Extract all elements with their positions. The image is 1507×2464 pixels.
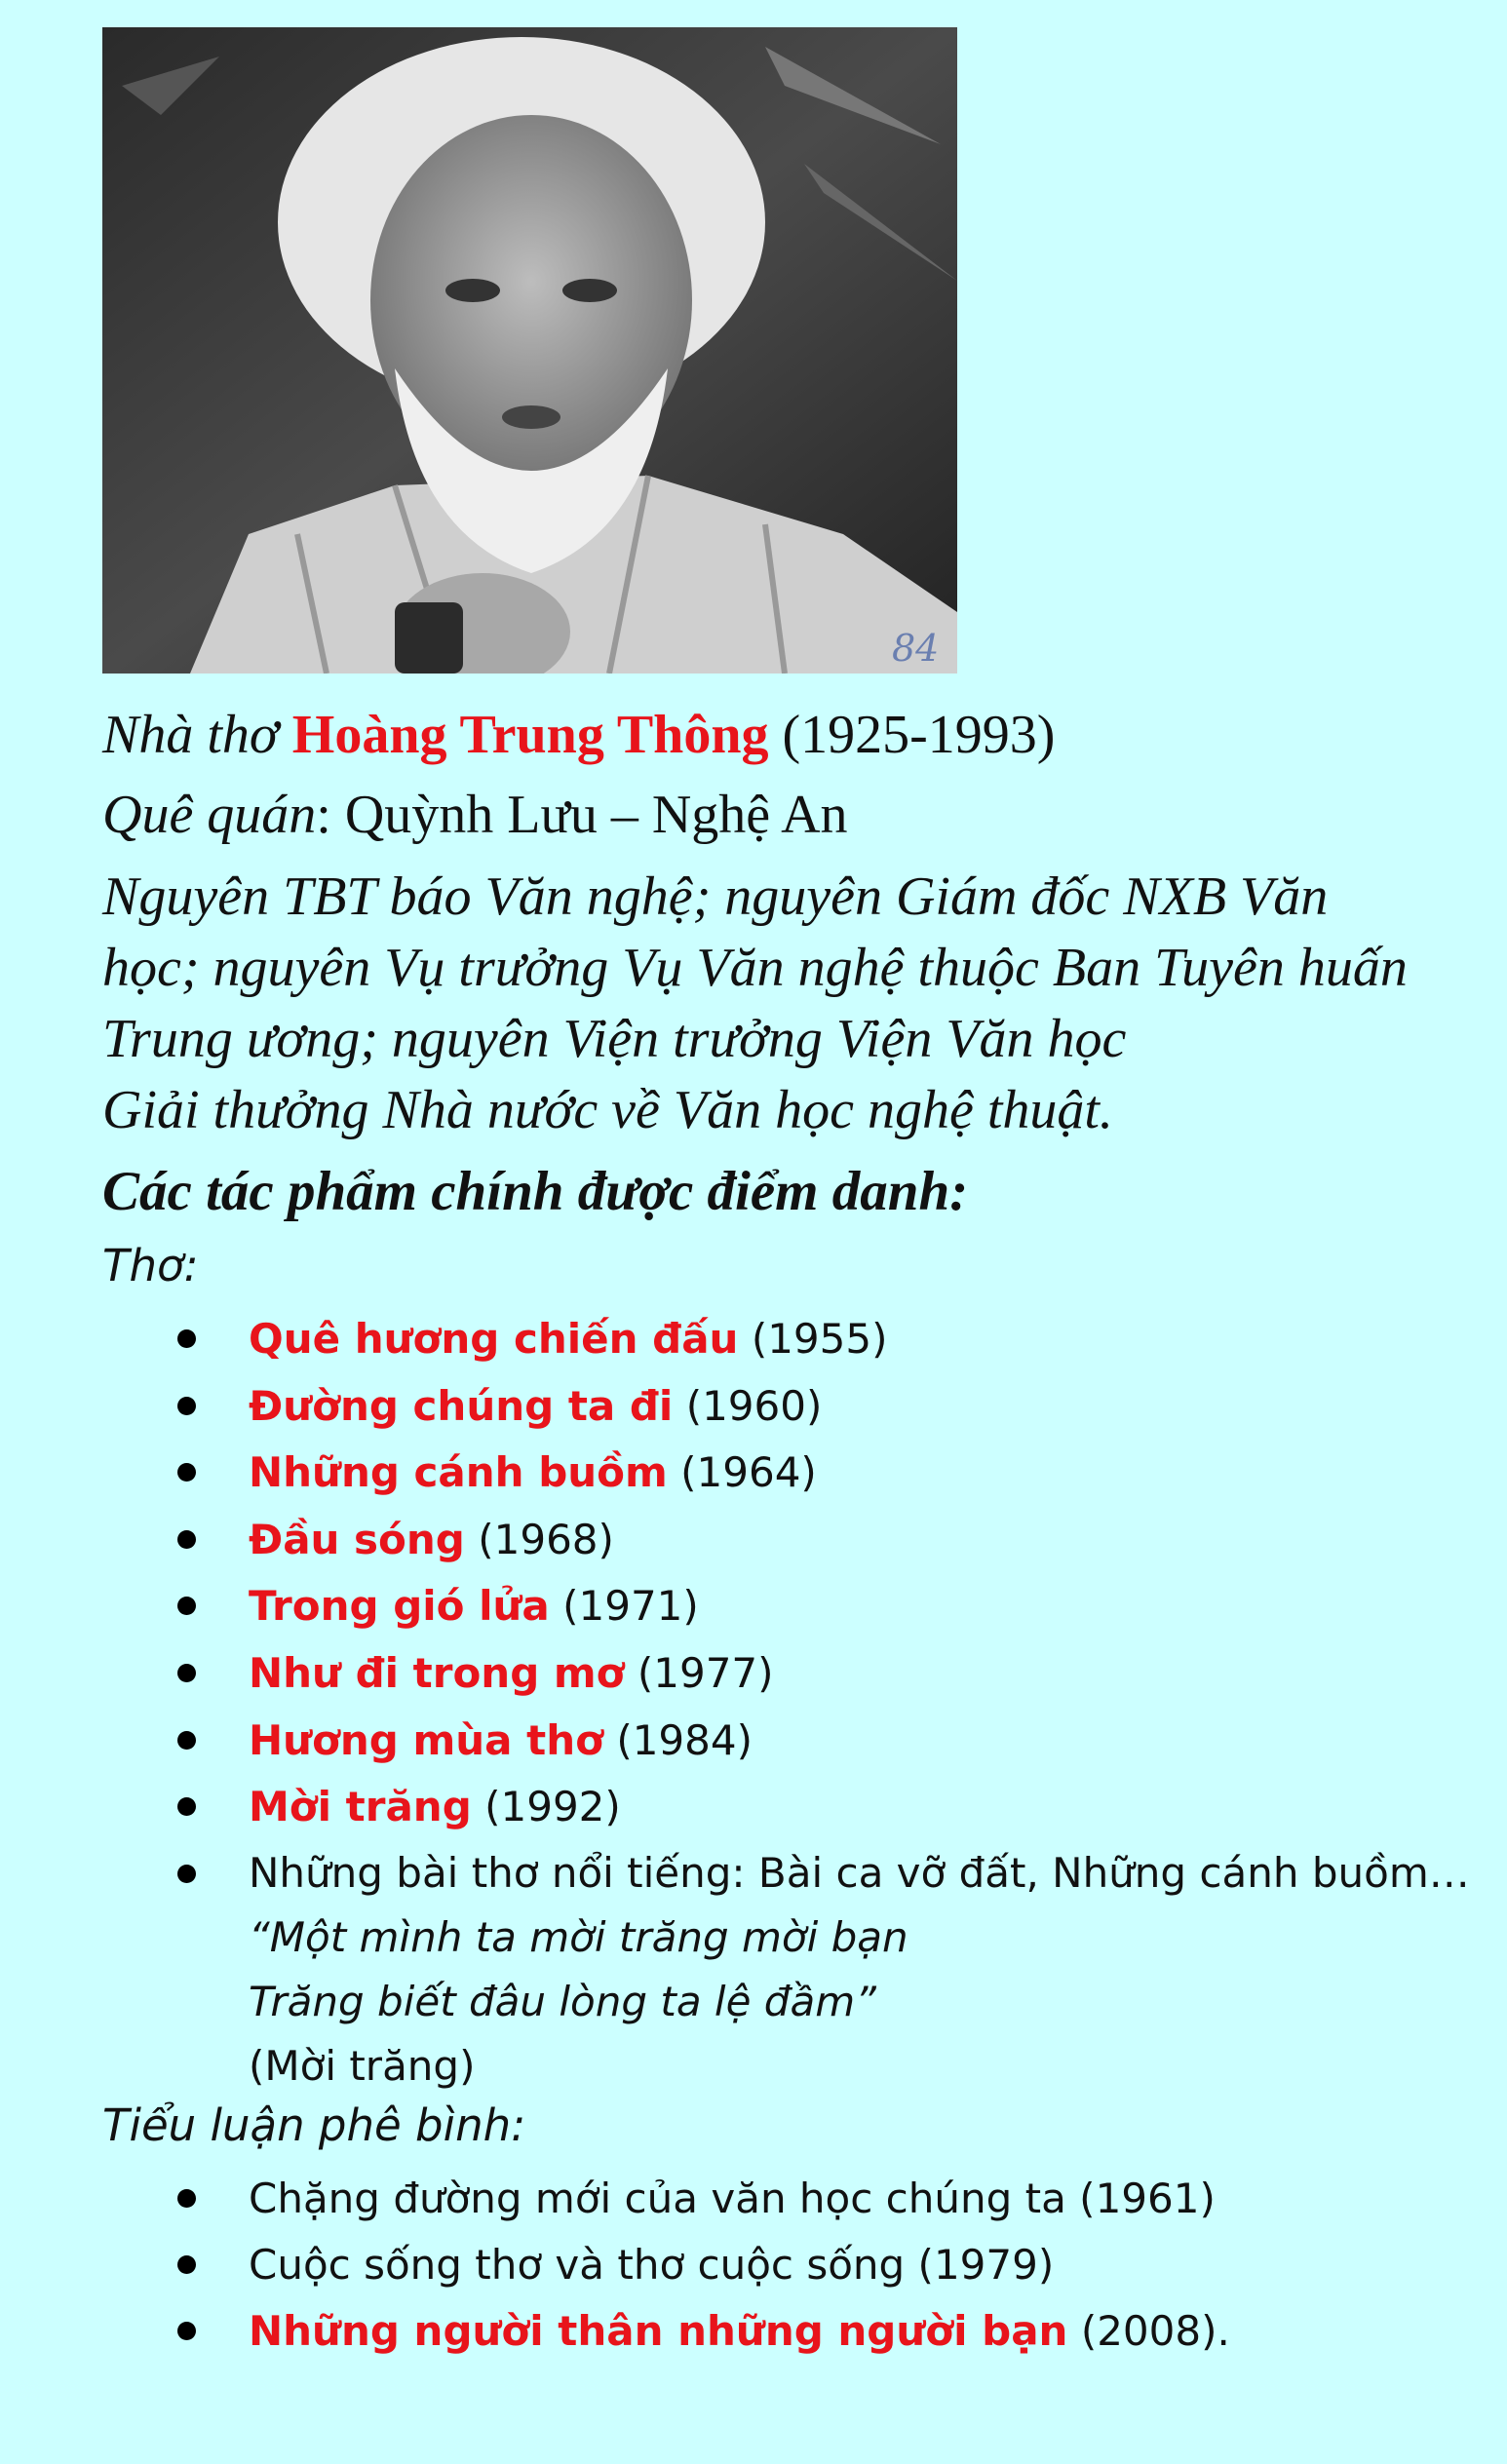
poet-years: (1925-1993) — [782, 705, 1056, 765]
list-item — [175, 2298, 1230, 2365]
essays-label: Tiểu luận phê bình: — [102, 2099, 526, 2151]
list-item — [175, 1440, 1470, 1507]
list-item — [175, 1708, 1470, 1775]
list-item — [175, 2232, 1230, 2298]
famous-poems-item — [175, 1841, 1470, 2098]
essay-year: (2008). — [1080, 2307, 1230, 2355]
portrait-photo — [102, 27, 957, 674]
famous-poems-text: Những bài thơ nổi tiếng: Bài ca vỡ đất, Những cánh buồm… — [249, 1848, 1470, 1897]
poem-year: (1968) — [478, 1515, 614, 1563]
poetry-label: Thơ: — [102, 1240, 199, 1291]
list-item — [175, 1573, 1470, 1640]
photo-signature: 84 — [892, 627, 940, 670]
essay-text: Chặng đường mới của văn học chúng ta (1961) — [249, 2175, 1216, 2222]
poem-year: (1971) — [562, 1582, 699, 1631]
list-item — [175, 1306, 1470, 1373]
quote-line-1: “Một mình ta mời trăng mời bạn — [249, 1912, 908, 1961]
poem-title: Quê hương chiến đấu — [249, 1315, 739, 1363]
poem-year: (1964) — [680, 1448, 817, 1497]
hometown-value: Quỳnh Lưu – Nghệ An — [344, 785, 848, 845]
bio-description-block — [102, 862, 1428, 1146]
poet-title-line — [102, 704, 1055, 766]
poem-title: Đầu sóng — [249, 1515, 465, 1563]
essay-title: Những người thân những người bạn — [249, 2307, 1068, 2355]
poem-title: Như đi trong mơ — [249, 1648, 625, 1697]
hometown-line — [102, 784, 848, 846]
poet-prefix: Nhà thơ — [102, 705, 279, 765]
essays-list — [175, 2166, 1230, 2365]
poem-year: (1955) — [751, 1315, 888, 1363]
bio-description: Nguyên TBT báo Văn nghệ; nguyên Giám đốc NXB Văn học; nguyên Vụ trưởng Vụ Văn nghệ thuộc Ban Tuyên huấn Trung ương; nguyên Viện trưởng Viện Văn học — [102, 866, 1408, 1069]
hometown-colon: : — [316, 785, 331, 845]
poem-title: Những cánh buồm — [249, 1448, 668, 1497]
poem-title: Mời trăng — [249, 1783, 472, 1831]
essay-text: Cuộc sống thơ và thơ cuộc sống (1979) — [249, 2241, 1055, 2289]
poem-title: Trong gió lửa — [249, 1582, 550, 1631]
poet-name: Hoàng Trung Thông — [291, 705, 769, 765]
list-item — [175, 1373, 1470, 1441]
quote-line-2: Trăng biết đâu lòng ta lệ đầm” — [249, 1977, 876, 2025]
poem-year: (1992) — [484, 1783, 621, 1831]
poem-year: (1984) — [616, 1715, 753, 1764]
bio-award: Giải thưởng Nhà nước về Văn học nghệ thuật. — [102, 1080, 1113, 1140]
poetry-list — [175, 1306, 1470, 2098]
poem-year: (1960) — [685, 1381, 823, 1430]
poem-title: Hương mùa thơ — [249, 1715, 603, 1764]
portrait-illustration — [102, 27, 957, 674]
quote-source: (Mời trăng) — [249, 2041, 476, 2090]
list-item — [175, 2166, 1230, 2232]
works-heading: Các tác phẩm chính được điểm danh: — [102, 1161, 969, 1222]
list-item — [175, 1640, 1470, 1708]
hometown-label: Quê quán — [102, 785, 317, 845]
list-item — [175, 1774, 1470, 1841]
list-item — [175, 1507, 1470, 1574]
poem-title: Đường chúng ta đi — [249, 1381, 674, 1430]
poem-year: (1977) — [637, 1648, 774, 1697]
